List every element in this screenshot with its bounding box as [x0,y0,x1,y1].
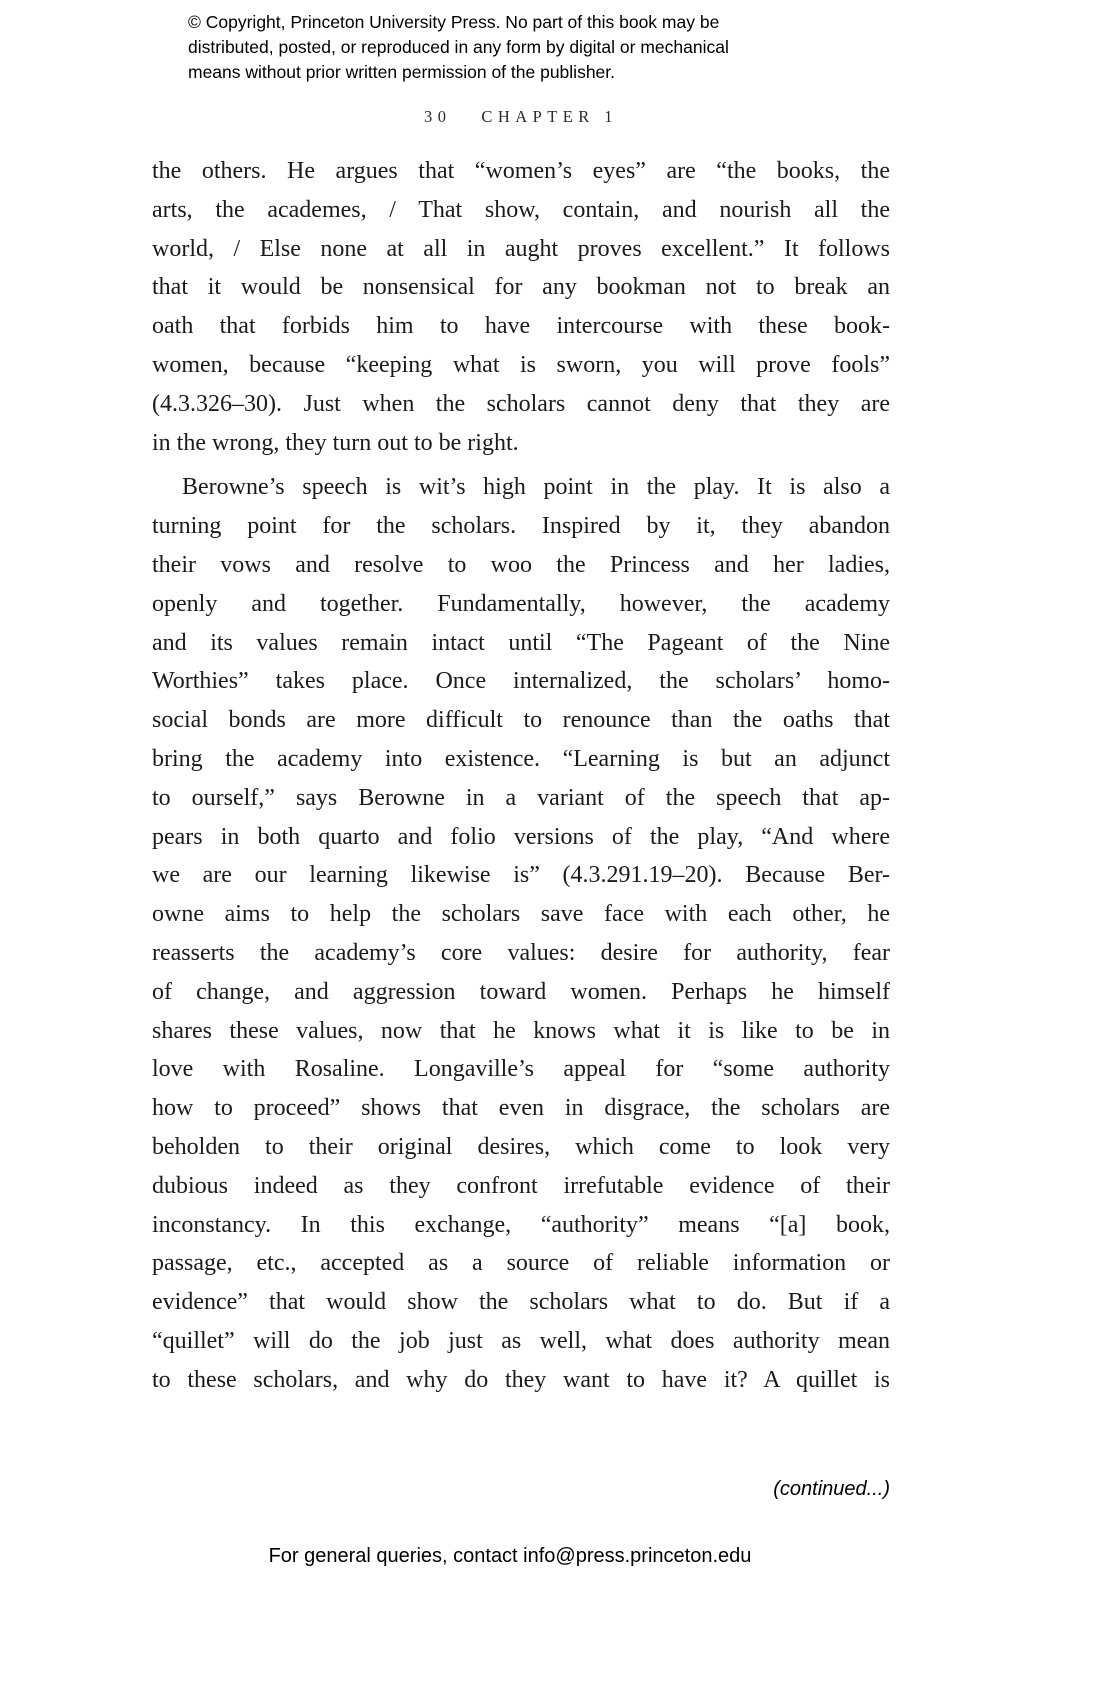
text-line: pears in both quarto and folio versions of the play, “And where [152,823,890,850]
text-line: bring the academy into existence. “Learning is but an adjunct [152,745,890,772]
text-line: how to proceed” shows that even in disgrace, the scholars are [152,1095,890,1122]
text-line: of change, and aggression toward women. Perhaps he himself [152,978,890,1005]
text-line: inconstancy. In this exchange, “authority” means “[a] book, [152,1211,890,1238]
footer-contact: For general queries, contact info@press.princeton.edu [268,1545,752,1567]
text-line: dubious indeed as they confront irrefutable evidence of their [152,1172,890,1199]
text-line: the others. He argues that “women’s eyes” are “the books, the [152,158,890,184]
text-line: social bonds are more difficult to renounce than the oaths that [152,707,890,734]
text-line: Berowne’s speech is wit’s high point in the play. It is also a [182,474,890,501]
text-line: to ourself,” says Berowne in a variant of the speech that ap- [152,784,890,811]
text-line: “quillet” will do the job just as well, what does authority mean [152,1327,890,1354]
copyright-line: © Copyright, Princeton University Press. No part of this book may be [188,12,720,32]
copyright-line: distributed, posted, or reproduced in any form by digital or mechanical [188,37,729,57]
text-line: oath that forbids him to have intercourse with these book- [152,313,890,340]
paragraph [152,468,890,1399]
continued-note: (continued...) [773,1478,890,1500]
text-line: turning point for the scholars. Inspired by it, they abandon [152,513,890,540]
body-text [152,152,890,1400]
text-line: reasserts the academy’s core values: desire for authority, fear [152,939,890,966]
text-line: (4.3.326–30). Just when the scholars cannot deny that they are [152,390,890,417]
copyright-line: means without prior written permission of the publisher. [188,62,616,82]
chapter-label: CHAPTER 1 [481,107,618,126]
text-line: and its values remain intact until “The Pageant of the Nine [152,629,890,656]
copyright-notice [188,10,729,85]
text-line: love with Rosaline. Longaville’s appeal for “some authority [152,1056,890,1083]
text-line: that it would be nonsensical for any bookman not to break an [152,274,890,301]
text-line: their vows and resolve to woo the Princess and her ladies, [152,551,890,578]
text-line: in the wrong, they turn out to be right. [152,429,519,456]
text-line: evidence” that would show the scholars what to do. But if a [152,1289,890,1316]
text-line: Worthies” takes place. Once internalized, the scholars’ homo- [152,668,890,695]
text-line: shares these values, now that he knows what it is like to be in [152,1017,890,1044]
text-line: openly and together. Fundamentally, however, the academy [152,590,890,617]
text-line: world, / Else none at all in aught proves excellent.” It follows [152,235,890,262]
text-line: passage, etc., accepted as a source of reliable information or [152,1250,890,1277]
text-line: women, because “keeping what is sworn, you will prove fools” [152,351,890,378]
text-line: arts, the academes, / That show, contain, and nourish all the [152,196,890,223]
running-head [152,107,890,127]
page-number: 30 [424,107,452,126]
text-line: we are our learning likewise is” (4.3.291.19–20). Because Ber- [152,862,890,889]
paragraph [152,152,890,462]
text-line: to these scholars, and why do they want to have it? A quillet is [152,1366,890,1393]
text-line: beholden to their original desires, which come to look very [152,1133,890,1160]
text-line: owne aims to help the scholars save face with each other, he [152,901,890,928]
